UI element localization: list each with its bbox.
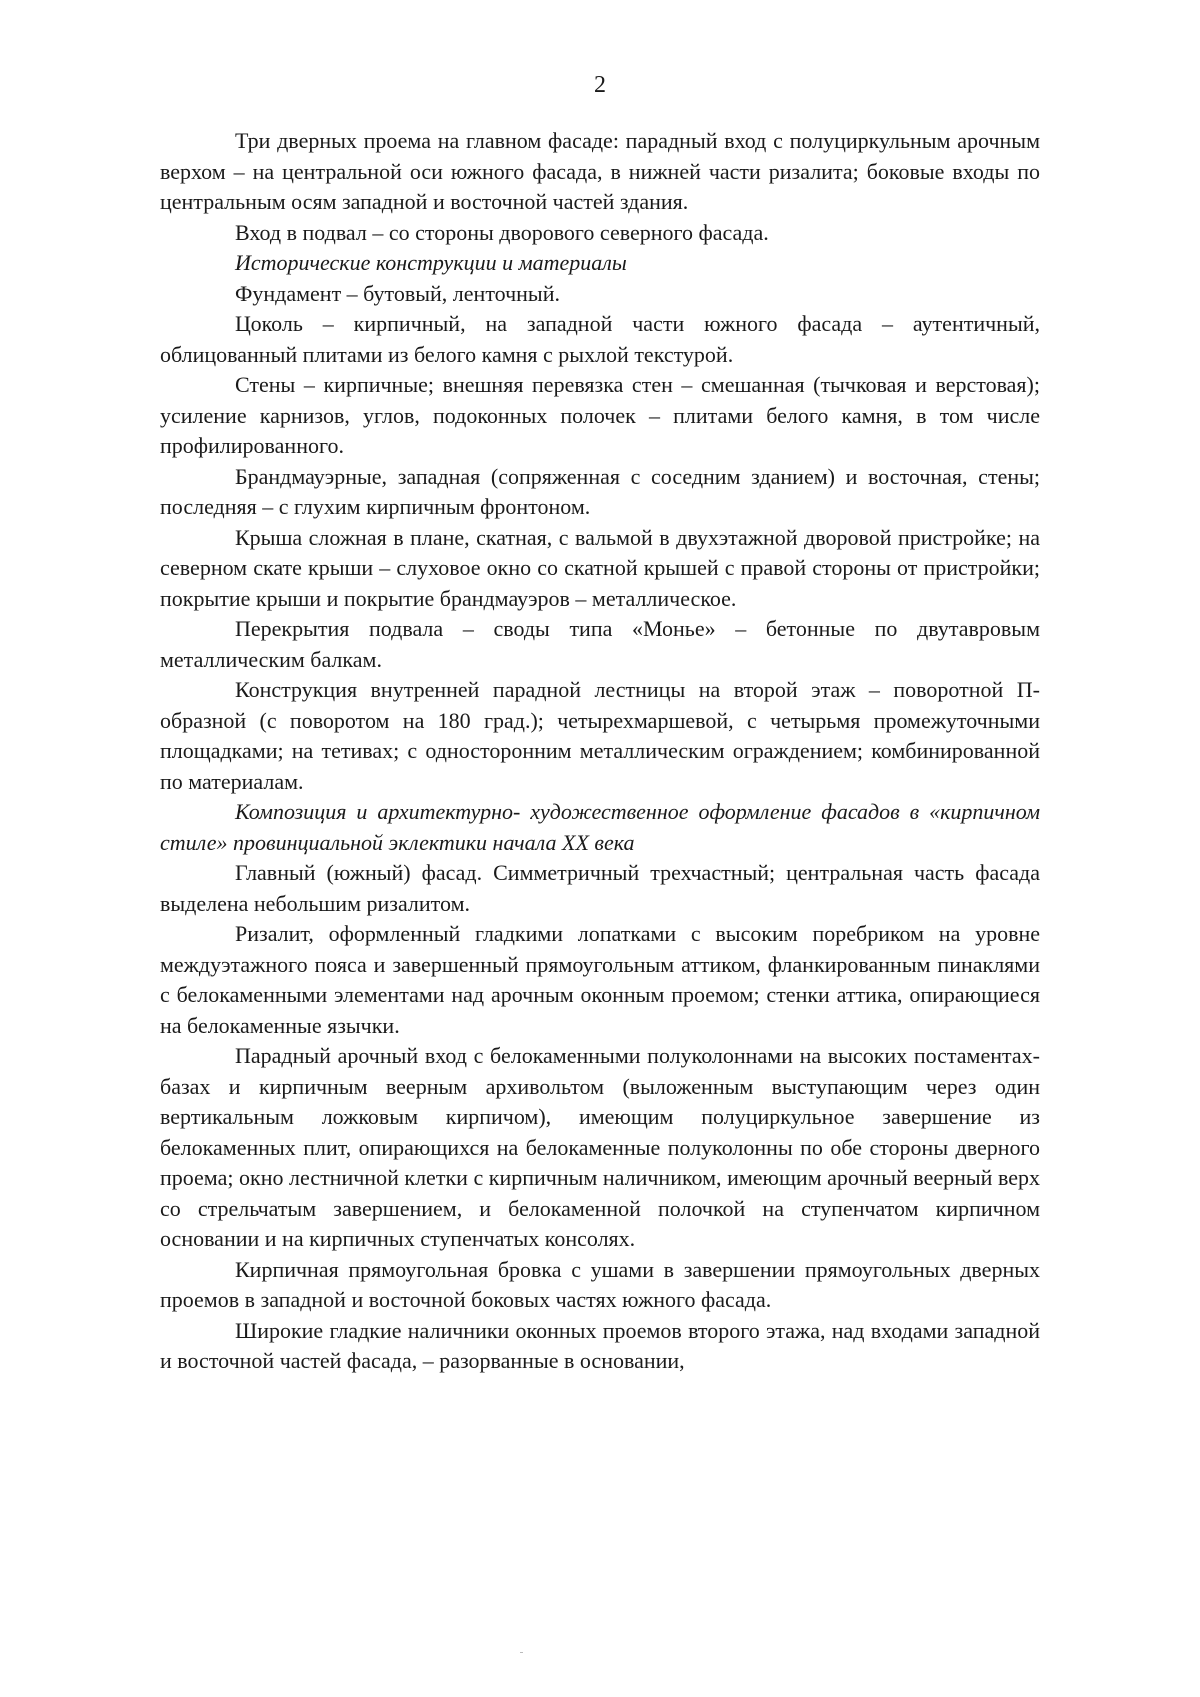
paragraph-staircase: Конструкция внутренней парадной лестницы на второй этаж – поворотной П-образной (с поворотом на 180 град.); четырехмаршевой, с четырьмя промежуточными площадками; на тетивах; с односторонним металлическим ограждением; комбинированной по материалам.: [160, 677, 1040, 794]
paragraph-risalit: Ризалит, оформленный гладкими лопатками с высоким поребриком на уровне междуэтажного пояса и завершенный прямоугольным аттиком, фланкированным пинаклями с белокаменными элементами над арочным оконным проемом; стенки аттика, опирающиеся на белокаменные язычки.: [160, 921, 1040, 1038]
paragraph-roof: Крыша сложная в плане, скатная, с вальмой в двухэтажной дворовой пристройке; на северном скате крыши – слуховое окно со скатной крышей с правой стороны от пристройки; покрытие крыши и покрытие брандмауэров – металлическое.: [160, 524, 1040, 611]
paragraph-walls: Стены – кирпичные; внешняя перевязка стен – смешанная (тычковая и верстовая); усиление карнизов, углов, подоконных полочек – плитами белого камня, в том числе профилированного.: [160, 372, 1040, 458]
paragraph-doorways: Три дверных проема на главном фасаде: парадный вход с полуциркульным арочным верхом – на центральной оси южного фасада, в нижней части ризалита; боковые входы по центральным осям западной и восточной частей здания.: [160, 128, 1040, 214]
paragraph-basement-ceilings: Перекрытия подвала – своды типа «Монье» – бетонные по двутавровым металлическим балкам.: [160, 616, 1040, 672]
paragraph-main-entrance: Парадный арочный вход с белокаменными полуколоннами на высоких постаментах-базах и кирпичным веерным архивольтом (выложенным выступающим через один вертикальным ложковым кирпичом), имеющим полуциркульное завершение из белокаменных плит, опирающихся на белокаменные полуколонны по обе стороны дверного проема; окно лестничной клетки с кирпичным наличником, имеющим арочный веерный верх со стрельчатым завершением, и белокаменной полочкой на ступенчатом кирпичном основании и на кирпичных ступенчатых консолях.: [160, 1043, 1040, 1251]
page-number: 2: [594, 72, 606, 98]
paragraph-firewalls: Брандмауэрные, западная (сопряженная с соседним зданием) и восточная, стены; последняя – с глухим кирпичным фронтоном.: [160, 463, 1040, 519]
paragraph-plinth: Цоколь – кирпичный, на западной части южного фасада – аутентичный, облицованный плитами из белого камня с рыхлой текстурой.: [160, 311, 1040, 367]
paragraph-basement-entrance: Вход в подвал – со стороны дворового северного фасада.: [235, 219, 769, 245]
paragraph-main-facade: Главный (южный) фасад. Симметричный трехчастный; центральная часть фасада выделена небольшим ризалитом.: [160, 860, 1040, 916]
document-body: [160, 126, 1040, 1377]
scan-mark: [520, 1652, 523, 1653]
section-heading-historic-structures: Исторические конструкции и материалы: [235, 250, 627, 275]
paragraph-foundation: Фундамент – бутовый, ленточный.: [235, 280, 560, 306]
section-heading-facade-composition: Композиция и архитектурно- художественное оформление фасадов в «кирпичном стиле» провинциальной эклектики начала XX века: [160, 799, 1040, 855]
paragraph-window-surrounds: Широкие гладкие наличники оконных проемов второго этажа, над входами западной и восточной частей фасада, – разорванные в основании,: [160, 1317, 1040, 1373]
paragraph-brick-brow: Кирпичная прямоугольная бровка с ушами в завершении прямоугольных дверных проемов в западной и восточной боковых частях южного фасада.: [160, 1256, 1040, 1312]
